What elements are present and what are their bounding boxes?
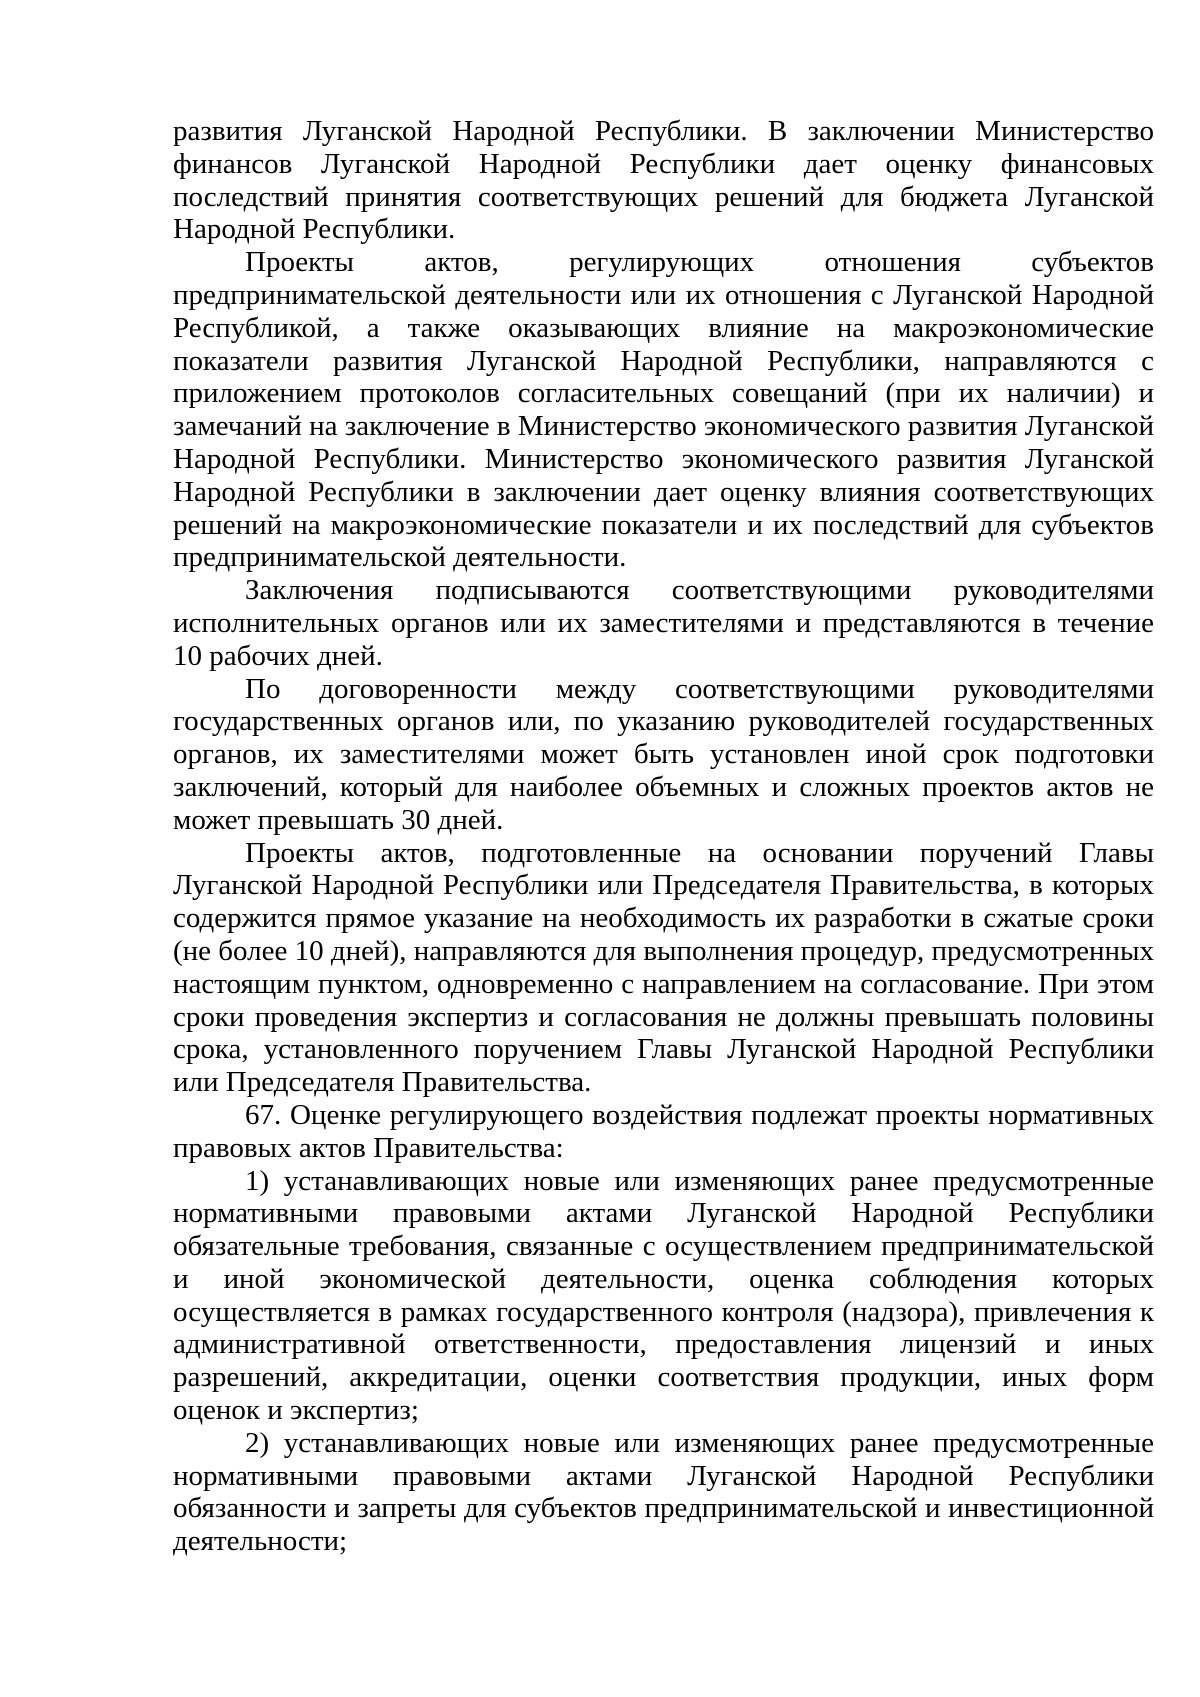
document-page (173, 115, 1154, 1558)
paragraph-conclusions-signing: Заключения подписываются соответствующими руководителями исполнительных органов или их заместителями и представляются в течение 10 рабочих дней. (173, 574, 1154, 672)
paragraph-budget-conclusion: развития Луганской Народной Республики. В заключении Министерство финансов Луганской Народной Республики дает оценку финансовых последствий принятия соответствующих решений для бюджета Луганской Народной Республики. (173, 115, 1154, 246)
paragraph-economic-ministry: Проекты актов, регулирующих отношения субъектов предпринимательской деятельности или их отношения с Луганской Народной Республикой, а также оказывающих влияние на макроэкономические показатели развития Луганской Народной Республики, направляются с приложением протоколов согласительных совещаний (при их наличии) и замечаний на заключение в Министерство экономического развития Луганской Народной Республики. Министерство экономического развития Луганской Народной Республики в заключении дает оценку влияния соответствующих решений на макроэкономические показатели и их последствий для субъектов предпринимательской деятельности. (173, 246, 1154, 574)
paragraph-deadline-agreement: По договоренности между соответствующими руководителями государственных органов или, по указанию руководителей государственных органов, их заместителями может быть установлен иной срок подготовки заключений, который для наиболее объемных и сложных проектов актов не может превышать 30 дней. (173, 672, 1154, 836)
paragraph-clause-67: 67. Оценке регулирующего воздействия подлежат проекты нормативных правовых актов Правительства: (173, 1098, 1154, 1164)
list-item-1: 1) устанавливающих новые или изменяющих ранее предусмотренные нормативными правовыми актами Луганской Народной Республики обязательные требования, связанные с осуществлением предпринимательской и иной экономической деятельности, оценка соблюдения которых осуществляется в рамках государственного контроля (надзора), привлечения к административной ответственности, предоставления лицензий и иных разрешений, аккредитации, оценки соответствия продукции, иных форм оценок и экспертиз; (173, 1164, 1154, 1427)
list-item-2: 2) устанавливающих новые или изменяющих ранее предусмотренные нормативными правовыми актами Луганской Народной Республики обязанности и запреты для субъектов предпринимательской и инвестиционной деятельности; (173, 1426, 1154, 1558)
paragraph-urgent-projects: Проекты актов, подготовленные на основании поручений Главы Луганской Народной Республики или Председателя Правительства, в которых содержится прямое указание на необходимость их разработки в сжатые сроки (не более 10 дней), направляются для выполнения процедур, предусмотренных настоящим пунктом, одновременно с направлением на согласование. При этом сроки проведения экспертиз и согласования не должны превышать половины срока, установленного поручением Главы Луганской Народной Республики или Председателя Правительства. (173, 836, 1154, 1099)
